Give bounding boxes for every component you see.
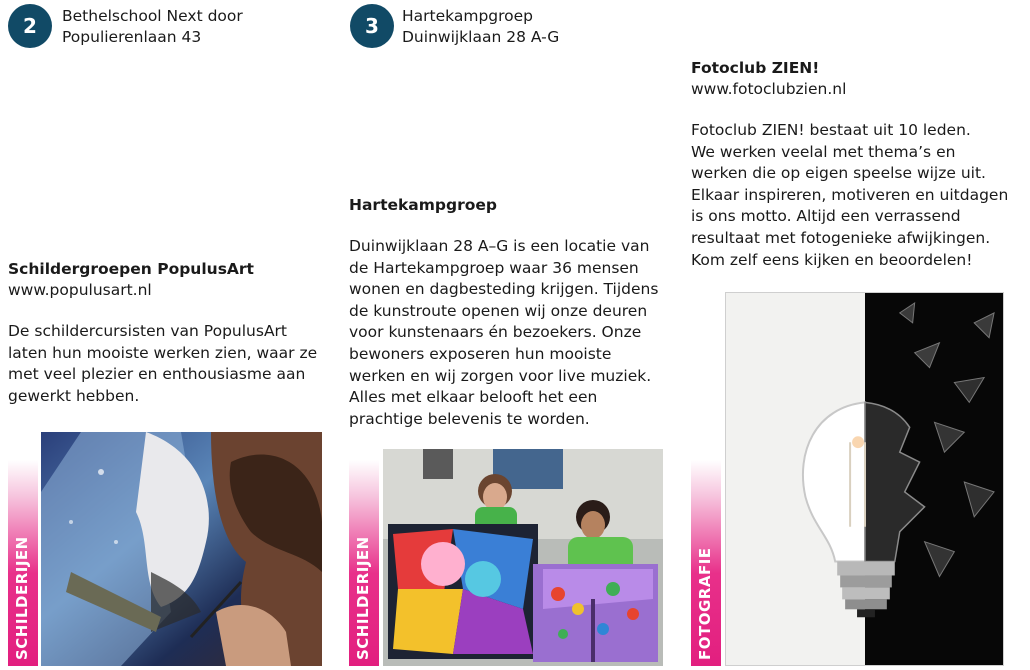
location-address: Populierenlaan 43 (62, 28, 202, 46)
lightbulb-photo (725, 292, 1004, 666)
category-tab (691, 460, 721, 666)
section-heading: Hartekampgroep (349, 196, 498, 214)
website-link[interactable]: www.populusart.nl (8, 281, 152, 299)
section-heading: Fotoclub ZIEN! (691, 59, 820, 77)
description-text: Duinwijklaan 28 A–G is een locatie van de Hartekampgroep waar 36 mensen wonen en dagbesteding krijgen. Tijdens de kunstroute openen wij onze deuren voor kunstenaars én bezoekers. Onze bewoners exposeren hun mooiste werken en wij zorgen voor live muziek. Alles met elkaar belooft het een prachtige belevenis te worden. (349, 237, 659, 428)
location-number-badge: 2 (8, 4, 52, 48)
painting-artist-photo (41, 432, 322, 666)
category-label: SCHILDERIJEN (13, 536, 31, 660)
section-heading: Schildergroepen PopulusArt (8, 260, 254, 278)
website-link[interactable]: www.fotoclubzien.nl (691, 80, 847, 98)
location-name: Bethelschool Next door (62, 7, 243, 25)
category-label: SCHILDERIJEN (354, 536, 372, 660)
description-text: Fotoclub ZIEN! bestaat uit 10 leden. We werken veelal met thema’s en werken die op eigen speelse wijze uit. Elkaar inspireren, motiveren en uitdagen is ons motto. Altijd een verrassend resultaat met fotogenieke afwijkingen. Kom zelf eens kijken en beoordelen! (691, 121, 1009, 269)
description-text: De schildercursisten van PopulusArt laten hun mooiste werken zien, waar ze met veel plezier en enthousiasme aan gewerkt hebben. (8, 322, 318, 405)
residents-with-paintings-photo (383, 449, 663, 666)
category-tab (349, 460, 379, 666)
location-number-badge: 3 (350, 4, 394, 48)
category-tab (8, 460, 38, 666)
location-address: Duinwijklaan 28 A-G (402, 28, 560, 46)
category-label: FOTOGRAFIE (696, 547, 714, 660)
location-name: Hartekampgroep (402, 7, 534, 25)
